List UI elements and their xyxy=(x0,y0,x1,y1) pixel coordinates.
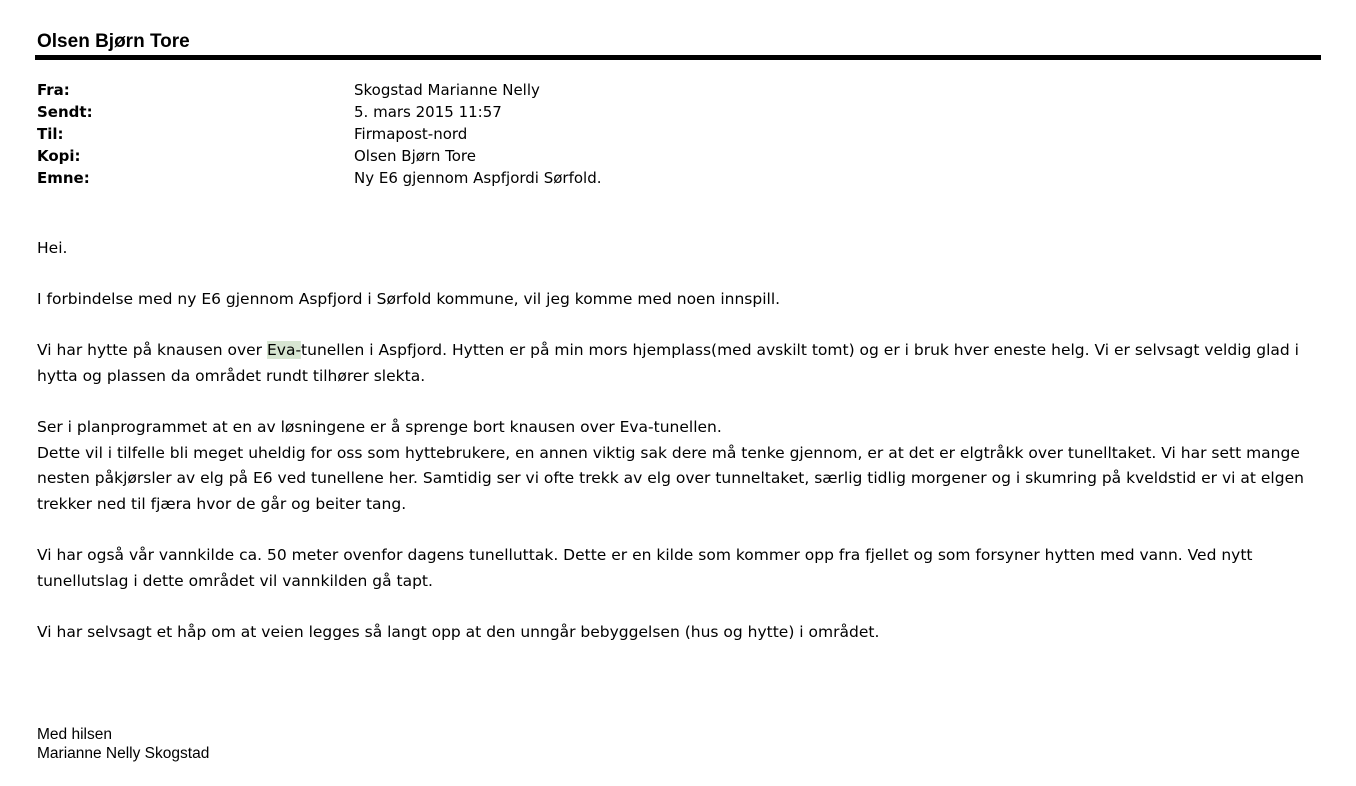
header-cc xyxy=(37,145,1317,167)
sent-label: Sendt: xyxy=(37,103,93,121)
paragraph-water-source: Vi har også vår vannkilde ca. 50 meter ovenfor dagens tunelluttak. Dette er en kilde som kommer opp fra fjellet og som forsyner hytten med vann. Ved nytt tunellutslag i dette området vil vannkilden gå tapt. xyxy=(37,546,1253,590)
subject-label: Emne: xyxy=(37,169,90,187)
email-body xyxy=(37,236,1327,671)
paragraph-hope: Vi har selvsagt et håp om at veien legges så langt opp at den unngår bebyggelsen (hus og hytte) i området. xyxy=(37,622,880,641)
paragraph-cabin-after: tunellen i Aspfjord. Hytten er på min mors hjemplass(med avskilt tomt) og er i bruk hver eneste helg. Vi er selvsagt veldig glad i hytta og plassen da området rundt tilhører slekta. xyxy=(37,341,1299,385)
paragraph-cabin-before: Vi har hytte på knausen over xyxy=(37,341,267,360)
to-label: Til: xyxy=(37,125,64,143)
email-headers xyxy=(37,79,1317,189)
highlighted-text: Eva- xyxy=(266,341,302,360)
paragraph-intro: I forbindelse med ny E6 gjennom Aspfjord i Sørfold kommune, vil jeg komme med noen innspill. xyxy=(37,290,781,309)
paragraph-concerns-line2: Dette vil i tilfelle bli meget uheldig for oss som hyttebrukere, en annen viktig sak dere må tenke gjennom, er at det er elgtråkk over tunelltaket. Vi har sett mange nesten påkjørsler av elg på E6 ved tunellene her. Samtidig ser vi ofte trekk av elg over tunneltaket, særlig tidlig morgener og i skumring på kveldstid er vi at elgen trekker ned til fjæra hvor de går og beiter tang. xyxy=(37,443,1304,513)
greeting: Hei. xyxy=(37,239,68,257)
mailbox-owner-name: Olsen Bjørn Tore xyxy=(37,31,190,52)
from-label: Fra: xyxy=(37,81,70,99)
paragraph-concerns-line1: Ser i planprogrammet at en av løsningene er å sprenge bort knausen over Eva-tunellen. xyxy=(37,418,722,437)
from-value: Skogstad Marianne Nelly xyxy=(354,81,540,99)
cc-label: Kopi: xyxy=(37,147,81,165)
header-to xyxy=(37,123,1317,145)
header-sent xyxy=(37,101,1317,123)
subject-value: Ny E6 gjennom Aspfjordi Sørfold. xyxy=(354,169,602,187)
signature-closing: Med hilsen xyxy=(37,726,112,743)
header-from xyxy=(37,79,1317,101)
paragraph-cabin xyxy=(37,338,1327,389)
header-divider xyxy=(35,55,1321,60)
sent-value: 5. mars 2015 11:57 xyxy=(354,103,502,121)
to-value: Firmapost-nord xyxy=(354,125,468,143)
signature-name: Marianne Nelly Skogstad xyxy=(37,745,210,762)
paragraph-concerns xyxy=(37,415,1327,517)
header-subject xyxy=(37,167,1317,189)
signature xyxy=(37,725,209,763)
cc-value: Olsen Bjørn Tore xyxy=(354,147,476,165)
